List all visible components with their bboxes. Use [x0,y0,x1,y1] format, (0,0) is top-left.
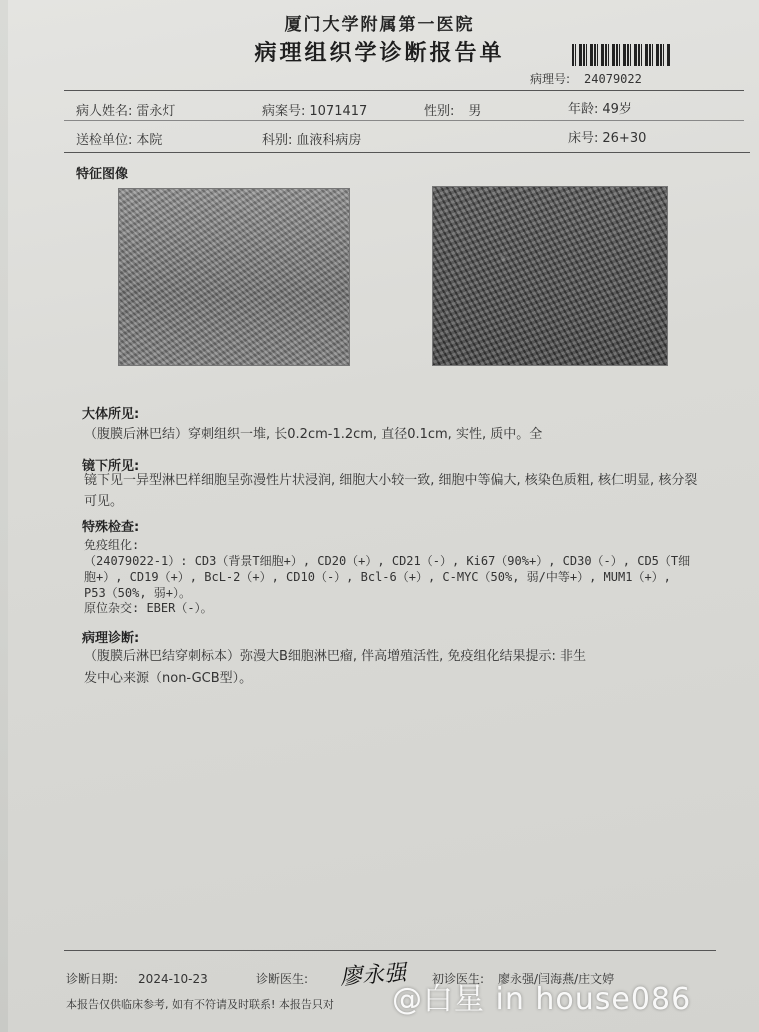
divider-footer [64,950,716,951]
preliminary-doctors-value: 廖永强/闫海燕/庄文婷 [498,972,615,986]
watermark: @白星 in house086 [392,982,692,1017]
bed-number-value: 26+30 [602,131,647,146]
ihc-line-3: P53（50%, 弱+）。 [84,586,192,600]
diagnosis-date-label: 诊断日期: [66,972,119,986]
diagnosis-line-2: 发中心来源（non-GCB型）。 [84,671,253,686]
sex [424,100,481,119]
case-number [262,100,367,119]
pathology-number [530,70,642,87]
submitting-unit-label: 送检单位: [76,133,133,148]
age-value: 49岁 [602,102,632,117]
submitting-unit [76,129,162,148]
preliminary-doctors-label: 初诊医生: [432,972,485,986]
sex-label: 性别: [424,104,455,119]
patient-name-value: 雷永灯 [136,104,176,119]
in-situ-hybridization: 原位杂交: EBER（-）。 [84,601,213,615]
ihc-label: 免疫组化: [84,538,140,552]
pathology-number-label: 病理号: [530,72,571,86]
patient-name [76,100,175,119]
gross-title: 大体所见: [82,407,140,422]
age-label: 年龄: [568,102,599,117]
diagnosis-date [66,970,208,987]
department-value: 血液科病房 [296,133,362,148]
bed-number [568,127,646,146]
diagnosing-doctor-label: 诊断医生: [256,972,309,986]
ihc-line-1: （24079022-1）: CD3（背景T细胞+）, CD20（+）, CD21（-）, Ki67（90%+）, CD30（-）, CD5（T细 [84,554,691,568]
divider-mid [64,120,744,121]
patient-name-label: 病人姓名: [76,104,133,119]
special-tests-title: 特殊检查: [82,520,140,535]
diagnosis-date-value: 2024-10-23 [138,972,208,986]
microscopic-title: 镜下所见: [82,459,140,474]
department [262,129,361,148]
department-label: 科别: [262,133,293,148]
age [568,98,632,117]
divider-top [64,90,744,91]
bed-number-label: 床号: [568,131,599,146]
case-number-value: 1071417 [309,104,368,119]
submitting-unit-value: 本院 [136,133,163,148]
histology-image-low-power [118,188,350,366]
microscopic-text: 镜下见一异型淋巴样细胞呈弥漫性片状浸润, 细胞大小较一致, 细胞中等偏大, 核染色质粗, 核仁明显, 核分裂可见。 [84,473,698,509]
gross-text: （腹膜后淋巴结）穿刺组织一堆, 长0.2cm-1.2cm, 直径0.1cm, 实性, 质中。全 [84,427,543,442]
report-title: 病理组织学诊断报告单 [254,41,505,66]
ihc-line-2: 胞+）, CD19（+）, BcL-2（+）, CD10（-）, Bcl-6（+）, C-MYC（50%, 弱/中等+）, MUM1（+）, [84,570,671,584]
sex-value: 男 [468,104,482,119]
histology-image-high-power [432,186,668,366]
hospital-name: 厦门大学附属第一医院 [284,15,475,35]
divider-header-bottom [64,152,750,153]
case-number-label: 病案号: [262,104,306,119]
images-section-title: 特征图像 [76,167,129,182]
barcode [572,44,670,66]
pathology-number-value: 24079022 [584,72,642,86]
doctor-signature: 廖永强 [339,960,407,991]
diagnosis-title: 病理诊断: [82,631,140,646]
disclaimer: 本报告仅供临床参考, 如有不符请及时联系! 本报告只对 [66,998,334,1011]
diagnosis-line-1: （腹膜后淋巴结穿刺标本）弥漫大B细胞淋巴瘤, 伴高增殖活性, 免疫组化结果提示: 非生 [84,649,586,664]
